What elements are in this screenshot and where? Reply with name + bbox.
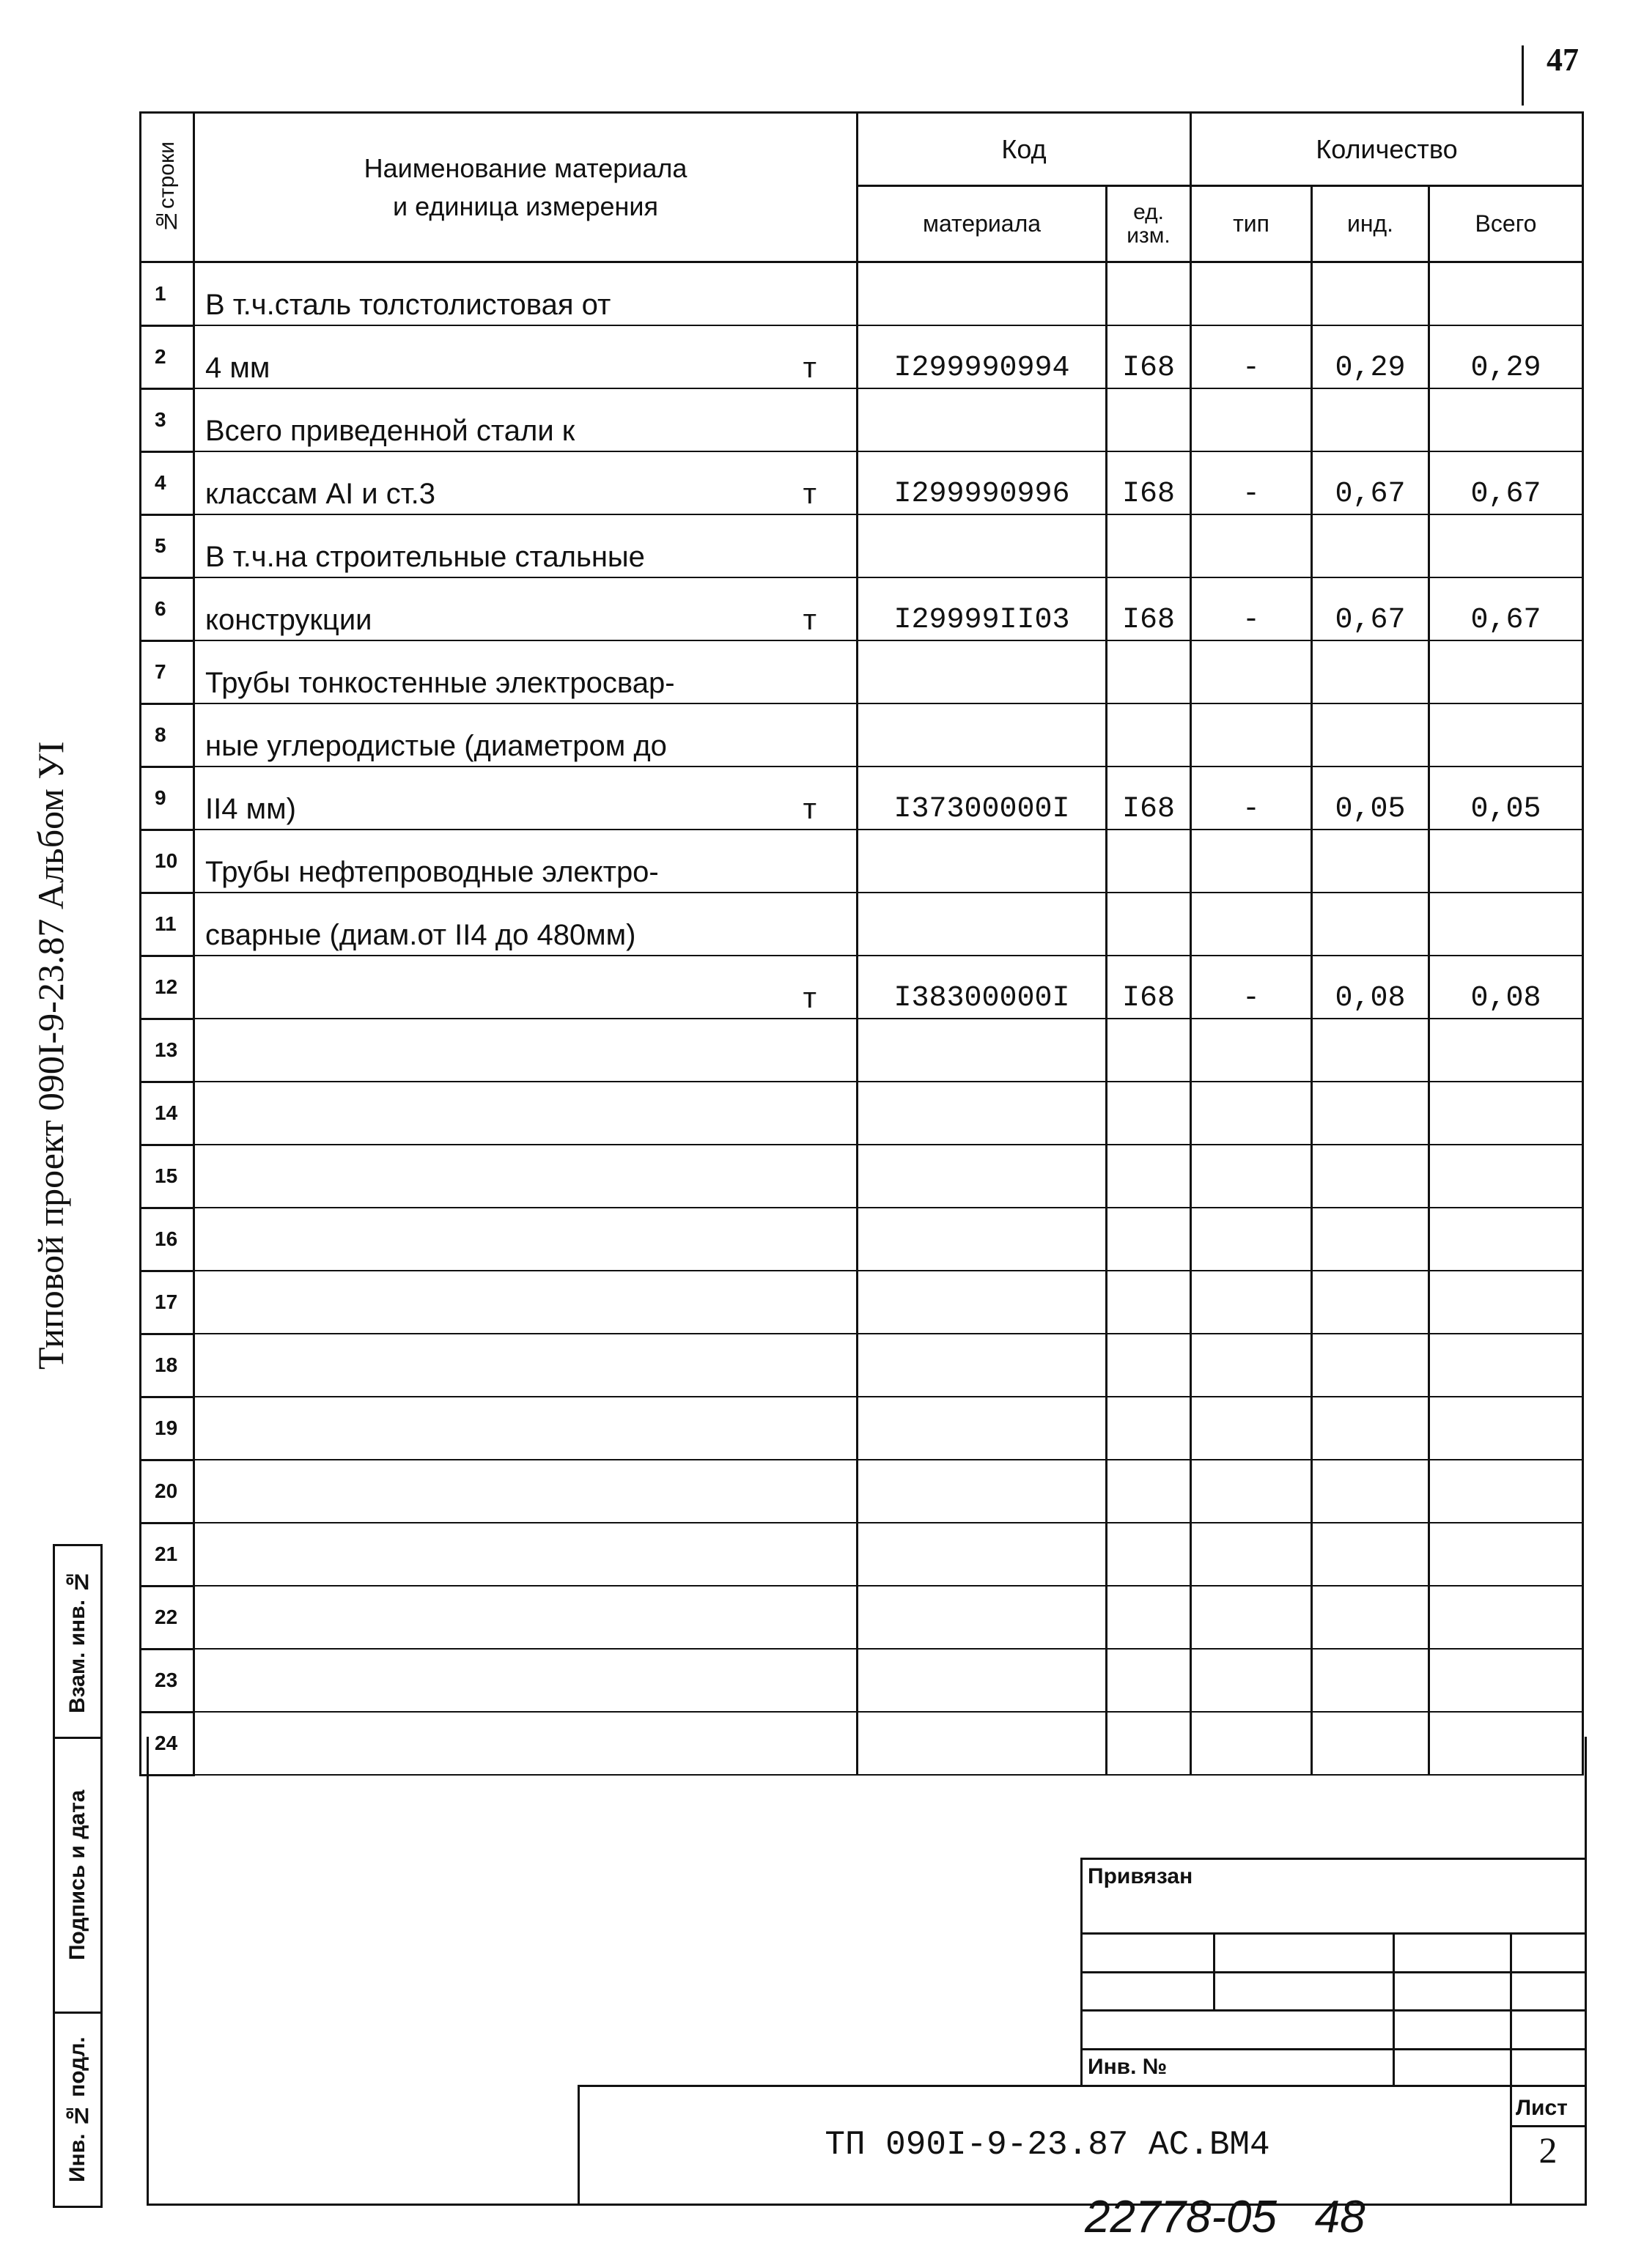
list-label: Лист bbox=[1516, 2096, 1568, 2120]
row-number: 8 bbox=[141, 703, 194, 767]
list-value: 2 bbox=[1538, 2130, 1558, 2171]
stamp-vzam-inv bbox=[53, 1544, 103, 1739]
row-number: 21 bbox=[141, 1523, 194, 1586]
row-tip: - bbox=[1191, 956, 1312, 1019]
row-total bbox=[1429, 1082, 1583, 1145]
row-ind bbox=[1312, 1460, 1429, 1523]
row-ind: 0,08 bbox=[1312, 956, 1429, 1019]
row-tip bbox=[1191, 640, 1312, 703]
row-tip: - bbox=[1191, 325, 1312, 388]
row-code bbox=[858, 262, 1107, 326]
row-ind bbox=[1312, 1397, 1429, 1460]
row-tip bbox=[1191, 703, 1312, 767]
row-tip bbox=[1191, 1712, 1312, 1775]
row-total bbox=[1429, 1271, 1583, 1334]
row-name: Трубы нефтепроводные электро- bbox=[205, 856, 659, 888]
row-name-cell bbox=[194, 767, 858, 830]
table-row bbox=[141, 1712, 1583, 1775]
row-number: 10 bbox=[141, 830, 194, 893]
row-number: 13 bbox=[141, 1019, 194, 1082]
table-row bbox=[141, 1397, 1583, 1460]
row-ed bbox=[1107, 1019, 1191, 1082]
row-code bbox=[858, 703, 1107, 767]
header-row-number-text: №строки bbox=[155, 141, 179, 233]
row-tip bbox=[1191, 830, 1312, 893]
row-name-cell bbox=[194, 1460, 858, 1523]
row-unit: т bbox=[803, 982, 817, 1014]
row-ed bbox=[1107, 1397, 1191, 1460]
row-ind bbox=[1312, 1019, 1429, 1082]
row-tip: - bbox=[1191, 767, 1312, 830]
row-name-cell bbox=[194, 893, 858, 956]
row-tip: - bbox=[1191, 451, 1312, 514]
row-ind bbox=[1312, 1208, 1429, 1271]
row-ed bbox=[1107, 1712, 1191, 1775]
row-number: 2 bbox=[141, 325, 194, 388]
table-row bbox=[141, 1082, 1583, 1145]
header-qty-ind: инд. bbox=[1312, 186, 1429, 262]
row-tip bbox=[1191, 1271, 1312, 1334]
row-total: 0,05 bbox=[1429, 767, 1583, 830]
side-title: Типовой проект 090I-9-23.87 Альбом УI bbox=[30, 741, 71, 1370]
header-quantity-group: Количество bbox=[1191, 113, 1583, 186]
table-row bbox=[141, 514, 1583, 577]
row-total bbox=[1429, 640, 1583, 703]
row-total: 0,29 bbox=[1429, 325, 1583, 388]
row-name-cell bbox=[194, 1586, 858, 1649]
header-qty-type: тип bbox=[1191, 186, 1312, 262]
table-row bbox=[141, 1019, 1583, 1082]
row-code bbox=[858, 1712, 1107, 1775]
row-ind: 0,05 bbox=[1312, 767, 1429, 830]
row-code bbox=[858, 1145, 1107, 1208]
row-ind bbox=[1312, 1145, 1429, 1208]
row-name-cell bbox=[194, 1523, 858, 1586]
table-row bbox=[141, 703, 1583, 767]
row-total bbox=[1429, 1019, 1583, 1082]
tb-code-left-line bbox=[578, 2085, 580, 2206]
row-unit: т bbox=[803, 604, 817, 636]
header-name-line2: и единица измерения bbox=[392, 191, 658, 221]
row-code: I299990996 bbox=[858, 451, 1107, 514]
row-total: 0,67 bbox=[1429, 451, 1583, 514]
table-row bbox=[141, 767, 1583, 830]
header-qty-total: Всего bbox=[1429, 186, 1583, 262]
row-ed bbox=[1107, 1145, 1191, 1208]
row-ed bbox=[1107, 1271, 1191, 1334]
header-unit-line1: ед. bbox=[1133, 199, 1164, 224]
row-ind bbox=[1312, 1586, 1429, 1649]
row-code bbox=[858, 1586, 1107, 1649]
row-code bbox=[858, 388, 1107, 451]
row-name-cell bbox=[194, 1712, 858, 1775]
row-code bbox=[858, 514, 1107, 577]
row-number: 11 bbox=[141, 893, 194, 956]
row-number: 7 bbox=[141, 640, 194, 703]
row-name-cell bbox=[194, 1649, 858, 1712]
row-code bbox=[858, 1523, 1107, 1586]
row-ind bbox=[1312, 1712, 1429, 1775]
privyazan-label: Привязан bbox=[1088, 1864, 1193, 1888]
row-number: 15 bbox=[141, 1145, 194, 1208]
row-ind bbox=[1312, 1334, 1429, 1397]
stamp-podpis-data-text: Подпись и дата bbox=[65, 1789, 89, 1961]
row-name-cell bbox=[194, 1019, 858, 1082]
row-total bbox=[1429, 514, 1583, 577]
stamp-vzam-inv-text: Взам. инв. № bbox=[65, 1569, 89, 1714]
row-total bbox=[1429, 1649, 1583, 1712]
row-tip bbox=[1191, 262, 1312, 326]
row-ind bbox=[1312, 640, 1429, 703]
table-row bbox=[141, 1271, 1583, 1334]
row-number: 3 bbox=[141, 388, 194, 451]
table-row bbox=[141, 262, 1583, 326]
row-unit: т bbox=[803, 352, 817, 384]
row-ind bbox=[1312, 893, 1429, 956]
table-row bbox=[141, 830, 1583, 893]
row-tip bbox=[1191, 1460, 1312, 1523]
page-number-mark bbox=[1522, 45, 1524, 106]
row-number: 4 bbox=[141, 451, 194, 514]
row-code bbox=[858, 830, 1107, 893]
row-name: сварные (диам.от II4 до 480мм) bbox=[205, 919, 636, 951]
row-total bbox=[1429, 262, 1583, 326]
row-unit: т bbox=[803, 793, 817, 825]
row-ed bbox=[1107, 640, 1191, 703]
row-name-cell bbox=[194, 703, 858, 767]
tb-vline-1 bbox=[1213, 1932, 1215, 2012]
row-number: 22 bbox=[141, 1586, 194, 1649]
table-row bbox=[141, 1334, 1583, 1397]
stamp-inv-podl-text: Инв. № подл. bbox=[65, 2036, 89, 2183]
header-code-group: Код bbox=[858, 113, 1191, 186]
row-name-cell bbox=[194, 1082, 858, 1145]
row-tip bbox=[1191, 1586, 1312, 1649]
row-number: 12 bbox=[141, 956, 194, 1019]
row-code bbox=[858, 1397, 1107, 1460]
row-ind: 0,67 bbox=[1312, 451, 1429, 514]
row-number: 23 bbox=[141, 1649, 194, 1712]
row-name-cell bbox=[194, 830, 858, 893]
tb-top-line bbox=[1080, 1858, 1586, 1860]
row-ind bbox=[1312, 1649, 1429, 1712]
table-body bbox=[141, 262, 1583, 1776]
page-number: 47 bbox=[1547, 42, 1579, 78]
row-code bbox=[858, 1271, 1107, 1334]
tb-list-line bbox=[1510, 2125, 1586, 2127]
inv-no-label: Инв. № bbox=[1088, 2055, 1168, 2079]
row-code bbox=[858, 1019, 1107, 1082]
row-code bbox=[858, 1334, 1107, 1397]
table-row bbox=[141, 1208, 1583, 1271]
row-name-cell bbox=[194, 325, 858, 388]
row-number: 16 bbox=[141, 1208, 194, 1271]
header-name-line1: Наименование материала bbox=[364, 152, 688, 183]
header-row-number bbox=[141, 113, 194, 262]
table-row bbox=[141, 451, 1583, 514]
header-unit-line2: изм. bbox=[1127, 223, 1171, 248]
row-ind bbox=[1312, 388, 1429, 451]
row-ed bbox=[1107, 830, 1191, 893]
row-ind bbox=[1312, 1082, 1429, 1145]
row-name: ные углеродистые (диаметром до bbox=[205, 730, 667, 762]
materials-table bbox=[139, 111, 1584, 1776]
table-row bbox=[141, 325, 1583, 388]
row-tip bbox=[1191, 1334, 1312, 1397]
row-name-cell bbox=[194, 577, 858, 640]
row-number: 17 bbox=[141, 1271, 194, 1334]
row-tip bbox=[1191, 514, 1312, 577]
frame-bottom-line bbox=[147, 2204, 1587, 2206]
row-ind bbox=[1312, 1523, 1429, 1586]
row-name-cell bbox=[194, 1397, 858, 1460]
row-name-cell bbox=[194, 1145, 858, 1208]
row-code bbox=[858, 1082, 1107, 1145]
row-ind bbox=[1312, 1271, 1429, 1334]
row-ind: 0,67 bbox=[1312, 577, 1429, 640]
row-ed bbox=[1107, 893, 1191, 956]
row-name-cell bbox=[194, 1271, 858, 1334]
row-unit: т bbox=[803, 478, 817, 510]
row-total bbox=[1429, 830, 1583, 893]
row-name: В т.ч.сталь толстолистовая от bbox=[205, 289, 611, 321]
row-name-cell bbox=[194, 640, 858, 703]
row-ed: I68 bbox=[1107, 451, 1191, 514]
frame-left-line bbox=[147, 1737, 149, 2206]
row-ind bbox=[1312, 703, 1429, 767]
row-tip bbox=[1191, 893, 1312, 956]
row-number: 14 bbox=[141, 1082, 194, 1145]
row-total bbox=[1429, 1460, 1583, 1523]
row-total bbox=[1429, 893, 1583, 956]
archive-number: 22778-05 48 bbox=[1085, 2192, 1365, 2242]
row-name-cell bbox=[194, 388, 858, 451]
row-code bbox=[858, 893, 1107, 956]
table-row bbox=[141, 1649, 1583, 1712]
row-code: I29999II03 bbox=[858, 577, 1107, 640]
row-code: I37300000I bbox=[858, 767, 1107, 830]
row-ind bbox=[1312, 262, 1429, 326]
table-row bbox=[141, 1145, 1583, 1208]
row-total bbox=[1429, 1208, 1583, 1271]
table-row bbox=[141, 640, 1583, 703]
row-ed bbox=[1107, 262, 1191, 326]
row-name-cell bbox=[194, 956, 858, 1019]
row-number: 18 bbox=[141, 1334, 194, 1397]
row-number: 1 bbox=[141, 262, 194, 326]
row-tip bbox=[1191, 1397, 1312, 1460]
row-code bbox=[858, 1460, 1107, 1523]
row-name-cell bbox=[194, 262, 858, 326]
table-row bbox=[141, 1460, 1583, 1523]
row-name: II4 мм) bbox=[205, 793, 296, 825]
row-name-cell bbox=[194, 1334, 858, 1397]
row-tip bbox=[1191, 1082, 1312, 1145]
row-name: В т.ч.на строительные стальные bbox=[205, 541, 645, 573]
row-ed bbox=[1107, 703, 1191, 767]
row-tip: - bbox=[1191, 577, 1312, 640]
row-total bbox=[1429, 388, 1583, 451]
row-number: 24 bbox=[141, 1712, 194, 1775]
table-row bbox=[141, 1523, 1583, 1586]
row-ed bbox=[1107, 1460, 1191, 1523]
row-ed bbox=[1107, 1649, 1191, 1712]
row-ed bbox=[1107, 1523, 1191, 1586]
header-unit bbox=[1107, 186, 1191, 262]
row-code: I299990994 bbox=[858, 325, 1107, 388]
row-ind bbox=[1312, 830, 1429, 893]
row-ed bbox=[1107, 1082, 1191, 1145]
row-number: 20 bbox=[141, 1460, 194, 1523]
row-name: Трубы тонкостенные электросвар- bbox=[205, 667, 675, 699]
row-tip bbox=[1191, 1523, 1312, 1586]
row-ind: 0,29 bbox=[1312, 325, 1429, 388]
row-name-cell bbox=[194, 514, 858, 577]
row-total bbox=[1429, 1397, 1583, 1460]
row-ed: I68 bbox=[1107, 577, 1191, 640]
row-code bbox=[858, 1649, 1107, 1712]
row-name: конструкции bbox=[205, 604, 372, 636]
row-number: 5 bbox=[141, 514, 194, 577]
stamp-inv-podl bbox=[53, 2012, 103, 2208]
row-ed bbox=[1107, 1208, 1191, 1271]
row-code bbox=[858, 640, 1107, 703]
doc-code: ТП 090I-9-23.87 АС.ВМ4 bbox=[825, 2126, 1270, 2164]
row-total: 0,67 bbox=[1429, 577, 1583, 640]
row-tip bbox=[1191, 1208, 1312, 1271]
table-row bbox=[141, 893, 1583, 956]
row-total bbox=[1429, 1586, 1583, 1649]
tb-vline-2 bbox=[1393, 1932, 1395, 2085]
row-name: Всего приведенной стали к bbox=[205, 415, 575, 447]
row-number: 19 bbox=[141, 1397, 194, 1460]
header-name bbox=[194, 113, 858, 262]
row-total bbox=[1429, 1145, 1583, 1208]
row-name-cell bbox=[194, 451, 858, 514]
row-code: I38300000I bbox=[858, 956, 1107, 1019]
table-row bbox=[141, 577, 1583, 640]
row-code bbox=[858, 1208, 1107, 1271]
row-ed bbox=[1107, 388, 1191, 451]
row-ed: I68 bbox=[1107, 767, 1191, 830]
row-ed: I68 bbox=[1107, 956, 1191, 1019]
row-total: 0,08 bbox=[1429, 956, 1583, 1019]
table-row bbox=[141, 388, 1583, 451]
row-name: 4 мм bbox=[205, 352, 270, 384]
row-tip bbox=[1191, 1019, 1312, 1082]
row-tip bbox=[1191, 1649, 1312, 1712]
row-number: 9 bbox=[141, 767, 194, 830]
row-name: классам AI и ст.3 bbox=[205, 478, 436, 510]
row-name-cell bbox=[194, 1208, 858, 1271]
row-ed bbox=[1107, 1334, 1191, 1397]
row-total bbox=[1429, 1712, 1583, 1775]
row-total bbox=[1429, 1523, 1583, 1586]
row-ed: I68 bbox=[1107, 325, 1191, 388]
row-number: 6 bbox=[141, 577, 194, 640]
row-ed bbox=[1107, 1586, 1191, 1649]
row-ind bbox=[1312, 514, 1429, 577]
row-ed bbox=[1107, 514, 1191, 577]
row-total bbox=[1429, 1334, 1583, 1397]
row-tip bbox=[1191, 1145, 1312, 1208]
row-total bbox=[1429, 703, 1583, 767]
header-code-material: материала bbox=[858, 186, 1107, 262]
table-row bbox=[141, 956, 1583, 1019]
stamp-podpis-data bbox=[53, 1737, 103, 2014]
table-row bbox=[141, 1586, 1583, 1649]
row-tip bbox=[1191, 388, 1312, 451]
